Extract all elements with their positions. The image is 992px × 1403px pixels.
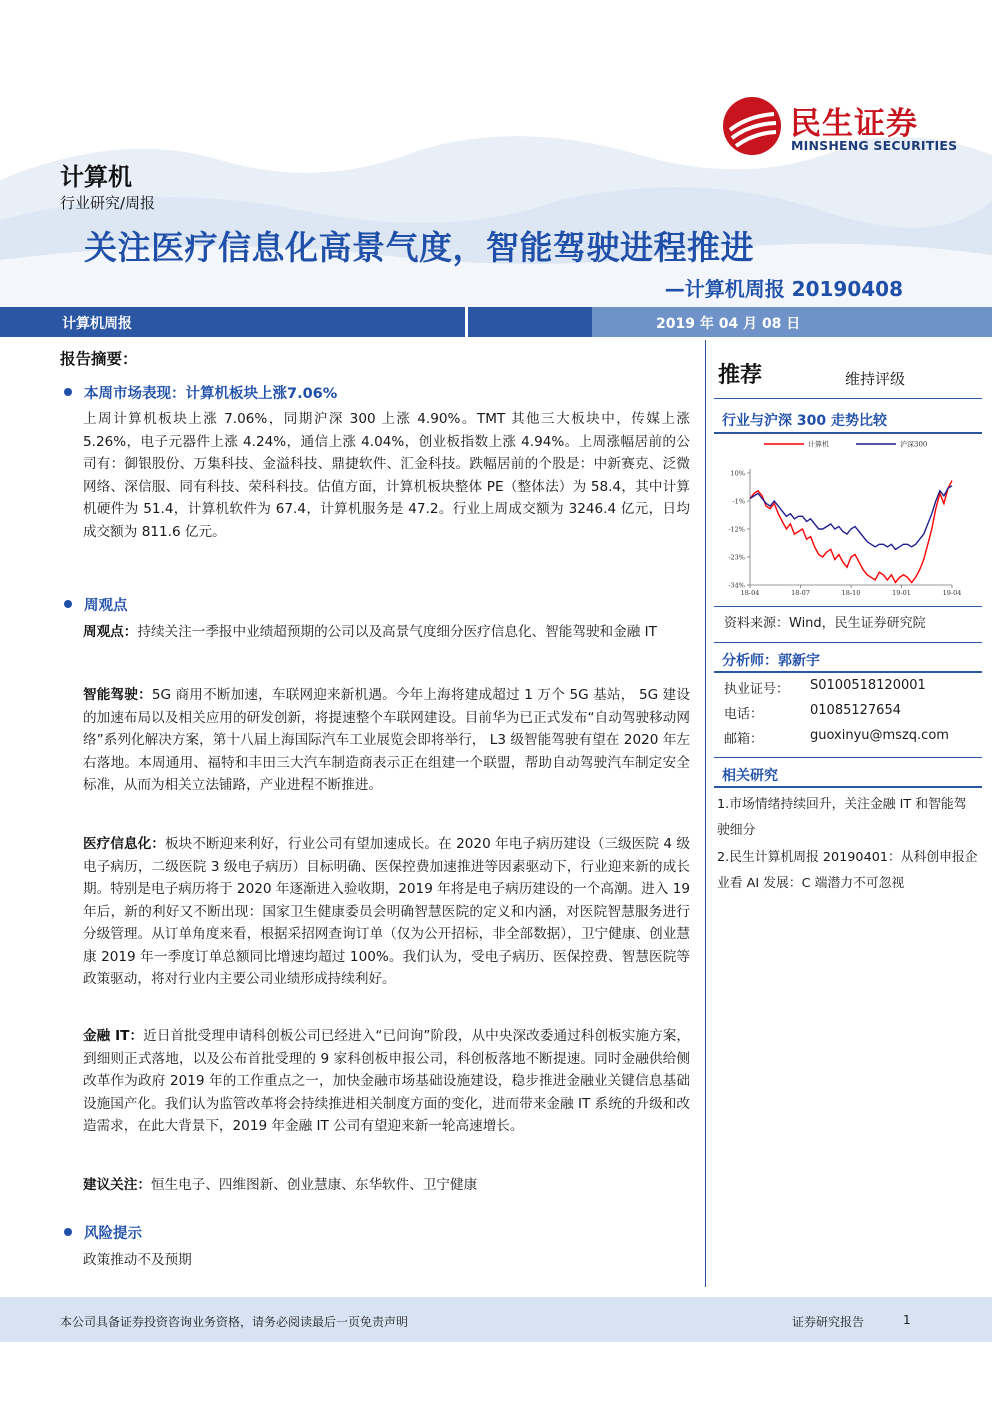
company-logo-icon xyxy=(722,96,782,156)
band-report-name: 计算机周报 xyxy=(62,316,132,332)
series-line-computer xyxy=(750,481,952,583)
column-divider xyxy=(705,340,706,1287)
phone-label: 电话： xyxy=(724,707,764,722)
x-tick-label: 18-10 xyxy=(841,589,861,597)
y-axis xyxy=(728,469,750,590)
bullet-icon xyxy=(64,388,72,396)
rule xyxy=(714,642,982,643)
analyst-title: 分析师：郭新宇 xyxy=(722,653,820,669)
y-tick-label: -23% xyxy=(728,553,745,562)
rule xyxy=(714,606,982,607)
related-title: 相关研究 xyxy=(722,768,778,784)
recommendation: 推荐 xyxy=(718,363,763,388)
report-title: 关注医疗信息化高景气度，智能驾驶进程推进 xyxy=(84,228,754,267)
rule xyxy=(714,398,982,399)
email-label: 邮箱： xyxy=(724,732,764,747)
summary-heading: 报告摘要： xyxy=(60,350,138,368)
footer-disclaimer: 本公司具备证券投资咨询业务资格，请务必阅读最后一页免责声明 xyxy=(60,1315,409,1329)
title-band-divider xyxy=(465,307,468,337)
company-name-cn: 民生证券 xyxy=(790,106,918,142)
legend-label: 沪深300 xyxy=(900,440,928,449)
medical-it-paragraph: 医疗信息化：板块不断迎来利好，行业公司有望加速成长。在 2020 年电子病历建设（三级医院 4 级电子病历，二级医院 3 级电子病历）目标明确、医保控费加速推进等因素驱动下，行业迎来新的成长期。特别是电子病历将于 2020 年逐渐进入验收期，2019 年将是电子病历建设的一个高潮。进入 19 年后，新的利好又不断出现：国家卫生健康委员会明确智慧医院的定义和内涵，对医院智慧服务进行分级管理。从订单角度来看，根据采招网查询订单（仅为公开招标，非全部数据），卫宁健康、创业慧康 2019 年一季度订单总额同比增速均超过 100%。我们认为，受电子病历、医保控费、智慧医院等政策驱动，将对行业内主要公司业绩形成持续利好。 xyxy=(83,836,691,987)
y-tick-label: -34% xyxy=(728,581,745,590)
company-name-en: MINSHENG SECURITIES xyxy=(791,138,958,153)
report-subtitle: —计算机周报 20190408 xyxy=(664,277,903,301)
x-tick-label: 18-04 xyxy=(740,589,760,597)
view-paragraph: 周观点：持续关注一季报中业绩超预期的公司以及高景气度细分医疗信息化、智能驾驶和金融 IT xyxy=(83,624,657,640)
risk-heading: 风险提示 xyxy=(64,1222,142,1243)
chart-title: 行业与沪深 300 走势比较 xyxy=(722,413,887,429)
y-tick-label: -12% xyxy=(728,525,745,534)
rule xyxy=(714,786,982,788)
trend-chart xyxy=(716,433,982,603)
band-report-date: 2019 年 04 月 08 日 xyxy=(656,316,801,332)
related-item[interactable]: 1.市场情绪持续回升，关注金融 IT 和智能驾驶细分 xyxy=(717,797,967,838)
phone-value: 01085127654 xyxy=(810,703,901,718)
rule xyxy=(714,671,982,673)
suggestion-paragraph: 建议关注：恒生电子、四维图新、创业慧康、东华软件、卫宁健康 xyxy=(83,1177,478,1193)
risk-text: 政策推动不及预期 xyxy=(83,1252,192,1268)
y-tick-label: 10% xyxy=(730,469,745,478)
legend-label: 计算机 xyxy=(808,440,829,449)
report-type: 行业研究/周报 xyxy=(60,194,156,212)
footer-label: 证券研究报告 xyxy=(792,1315,865,1329)
chart-legend xyxy=(764,440,927,449)
x-tick-label: 19-04 xyxy=(942,589,962,597)
views-heading: 周观点 xyxy=(64,594,128,615)
email-value[interactable]: guoxinyu@mszq.com xyxy=(810,728,949,743)
auto-driving-paragraph: 智能驾驶：5G 商用不断加速，车联网迎来新机遇。今年上海将建成超过 1 万个 5G 基站， 5G 建设的加速布局以及相关应用的研发创新，将提速整个车联网建设。目前华为已正式发布“自动驾驶移动网络”系列化解决方案，第十八届上海国际汽车工业展览会即将举行， L3 级智能驾驶有望在 2020 年左右落地。本周通用、福特和丰田三大汽车制造商表示正在组建一个联盟，帮助自动驾驶汽车制定安全标准，从而为相关立法铺路，产业进程不断推进。 xyxy=(83,687,690,793)
finance-it-paragraph: 金融 IT：近日首批受理申请科创板公司已经进入“已问询”阶段，从中央深改委通过科创板实施方案，到细则正式落地，以及公布首批受理的 9 家科创板申报公司，科创板落地不断提速。同时金融供给侧改革作为政府 2019 年的工作重点之一，加快金融市场基础设施建设，稳步推进金融业关键信息基础设施国产化。我们认为监管改革将会持续推进相关制度方面的变化，进而带来金融 IT 系统的升级和改造需求，在此大背景下，2019 年金融 IT 公司有望迎来新一轮高速增长。 xyxy=(83,1028,690,1134)
sector-label: 计算机 xyxy=(60,163,132,191)
bullet-icon xyxy=(64,1228,72,1236)
page-number: 1 xyxy=(903,1313,911,1327)
bullet-icon xyxy=(64,600,72,608)
chart-source: 资料来源：Wind，民生证券研究院 xyxy=(724,616,926,631)
license-value: S0100518120001 xyxy=(810,678,926,693)
rating: 维持评级 xyxy=(845,370,906,388)
market-heading: 本周市场表现：计算机板块上涨7.06% xyxy=(64,382,337,403)
related-item[interactable]: 2.民生计算机周报 20190401：从科创申报企业看 AI 发展：C 端潜力不可忽视 xyxy=(717,850,978,891)
y-tick-label: -1% xyxy=(732,497,745,506)
market-paragraph: 上周计算机板块上涨 7.06%，同期沪深 300 上涨 4.90%。TMT 其他三大板块中，传媒上涨 5.26%，电子元器件上涨 4.24%，通信上涨 4.04%，创业板指数上涨 4.94%。上周涨幅居前的公司有：御银股份、万集科技、金溢科技、鼎捷软件、汇金科技。跌幅居前的个股是：中新赛克、泛微网络、深信服、同有科技、荣科科技。估值方面，计算机板块整体 PE（整体法）为 58.4，其中计算机硬件为 51.4，计算机软件为 67.4，计算机服务是 47.2。行业上周成交额为 3246.4 亿元，日均成交额为 811.6 亿元。 xyxy=(83,411,690,540)
license-label: 执业证号： xyxy=(724,682,790,697)
rule xyxy=(714,757,982,758)
x-axis xyxy=(741,585,962,597)
chart-lines xyxy=(750,481,952,583)
x-tick-label: 19-01 xyxy=(892,589,911,597)
x-tick-label: 18-07 xyxy=(791,589,810,597)
